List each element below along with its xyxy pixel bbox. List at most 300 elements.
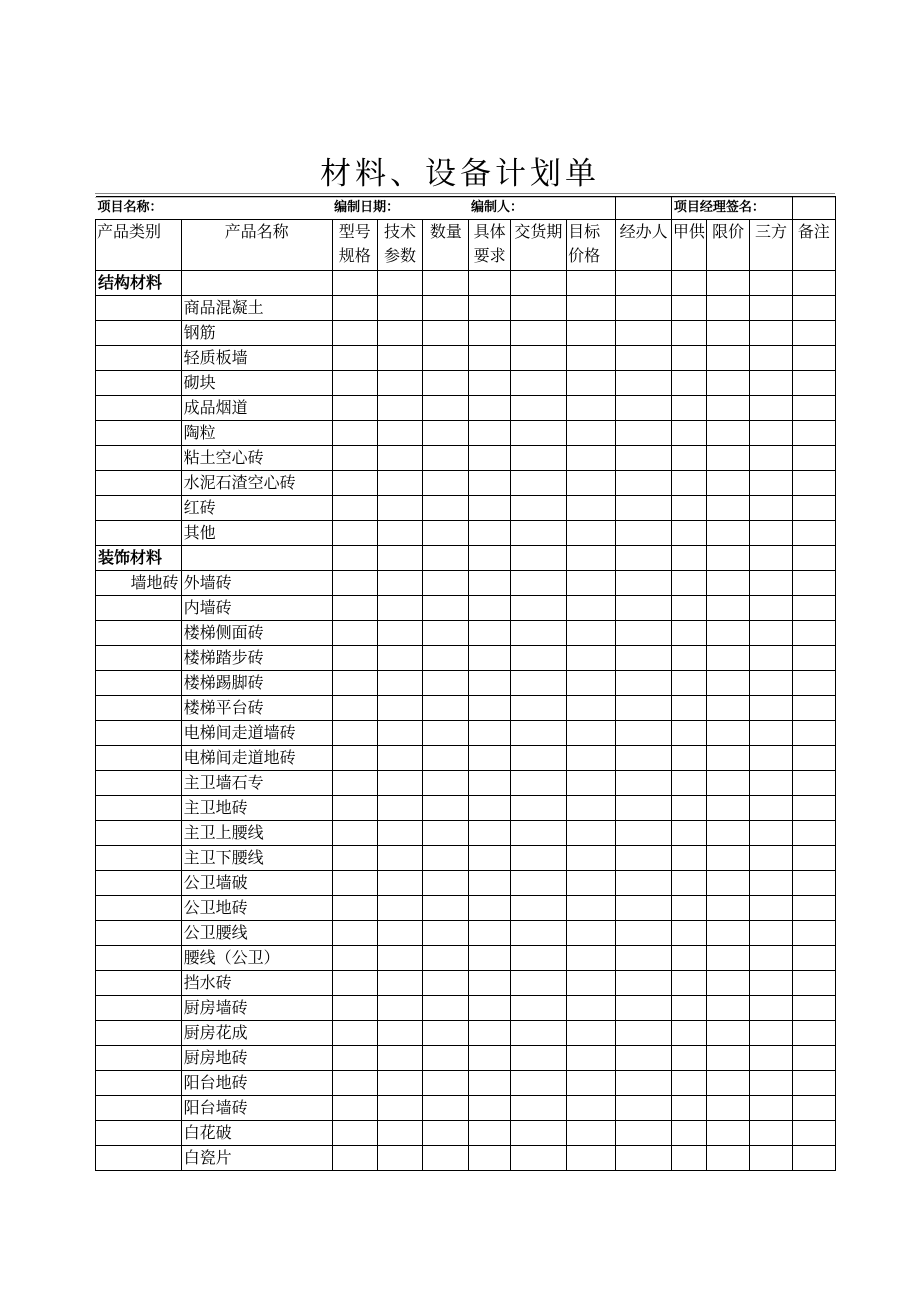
empty-cell[interactable]: [750, 1096, 792, 1121]
empty-cell[interactable]: [567, 1121, 616, 1146]
empty-cell[interactable]: [469, 1046, 510, 1071]
empty-cell[interactable]: [377, 921, 422, 946]
empty-cell[interactable]: [616, 821, 671, 846]
empty-cell[interactable]: [671, 771, 706, 796]
empty-cell[interactable]: [671, 946, 706, 971]
empty-cell[interactable]: [750, 596, 792, 621]
empty-cell[interactable]: [671, 1021, 706, 1046]
empty-cell[interactable]: [671, 446, 706, 471]
empty-cell[interactable]: [792, 696, 835, 721]
empty-cell[interactable]: [510, 346, 566, 371]
empty-cell[interactable]: [96, 996, 182, 1021]
empty-cell[interactable]: [96, 971, 182, 996]
empty-cell[interactable]: [510, 321, 566, 346]
empty-cell[interactable]: [792, 1071, 835, 1096]
empty-cell[interactable]: [567, 871, 616, 896]
empty-cell[interactable]: [377, 496, 422, 521]
empty-cell[interactable]: [671, 571, 706, 596]
empty-cell[interactable]: [332, 871, 377, 896]
empty-cell[interactable]: [332, 521, 377, 546]
empty-cell[interactable]: [750, 721, 792, 746]
empty-cell[interactable]: [332, 621, 377, 646]
empty-cell[interactable]: [377, 271, 422, 296]
empty-cell[interactable]: [332, 846, 377, 871]
empty-cell[interactable]: [750, 421, 792, 446]
empty-cell[interactable]: [423, 671, 469, 696]
empty-cell[interactable]: [469, 346, 510, 371]
empty-cell[interactable]: [792, 671, 835, 696]
empty-cell[interactable]: [671, 1146, 706, 1171]
empty-cell[interactable]: [423, 496, 469, 521]
empty-cell[interactable]: [616, 1021, 671, 1046]
empty-cell[interactable]: [707, 746, 750, 771]
empty-cell[interactable]: [616, 871, 671, 896]
empty-cell[interactable]: [671, 871, 706, 896]
empty-cell[interactable]: [616, 346, 671, 371]
empty-cell[interactable]: [671, 746, 706, 771]
empty-cell[interactable]: [707, 296, 750, 321]
empty-cell[interactable]: [510, 371, 566, 396]
empty-cell[interactable]: [423, 421, 469, 446]
empty-cell[interactable]: [792, 321, 835, 346]
empty-cell[interactable]: [750, 671, 792, 696]
empty-cell[interactable]: [567, 1146, 616, 1171]
empty-cell[interactable]: [792, 846, 835, 871]
empty-cell[interactable]: [423, 996, 469, 1021]
empty-cell[interactable]: [567, 1021, 616, 1046]
empty-cell[interactable]: [469, 521, 510, 546]
empty-cell[interactable]: [750, 496, 792, 521]
empty-cell[interactable]: [792, 346, 835, 371]
empty-cell[interactable]: [616, 971, 671, 996]
empty-cell[interactable]: [707, 521, 750, 546]
empty-cell[interactable]: [96, 321, 182, 346]
empty-cell[interactable]: [792, 1146, 835, 1171]
empty-cell[interactable]: [469, 371, 510, 396]
empty-cell[interactable]: [567, 671, 616, 696]
empty-cell[interactable]: [671, 596, 706, 621]
empty-cell[interactable]: [750, 946, 792, 971]
empty-cell[interactable]: [510, 1046, 566, 1071]
empty-cell[interactable]: [423, 346, 469, 371]
empty-cell[interactable]: [510, 571, 566, 596]
empty-cell[interactable]: [671, 296, 706, 321]
empty-cell[interactable]: [423, 1146, 469, 1171]
empty-cell[interactable]: [510, 621, 566, 646]
empty-cell[interactable]: [567, 271, 616, 296]
empty-cell[interactable]: [469, 796, 510, 821]
empty-cell[interactable]: [792, 546, 835, 571]
empty-cell[interactable]: [469, 696, 510, 721]
empty-cell[interactable]: [671, 846, 706, 871]
empty-cell[interactable]: [671, 1046, 706, 1071]
empty-cell[interactable]: [423, 1046, 469, 1071]
empty-cell[interactable]: [423, 321, 469, 346]
empty-cell[interactable]: [332, 646, 377, 671]
empty-cell[interactable]: [377, 546, 422, 571]
empty-cell[interactable]: [332, 1096, 377, 1121]
empty-cell[interactable]: [567, 421, 616, 446]
empty-cell[interactable]: [423, 1121, 469, 1146]
empty-cell[interactable]: [616, 321, 671, 346]
empty-cell[interactable]: [567, 821, 616, 846]
empty-cell[interactable]: [750, 1071, 792, 1096]
empty-cell[interactable]: [792, 996, 835, 1021]
empty-cell[interactable]: [792, 571, 835, 596]
empty-cell[interactable]: [792, 896, 835, 921]
empty-cell[interactable]: [423, 896, 469, 921]
empty-cell[interactable]: [332, 671, 377, 696]
empty-cell[interactable]: [750, 696, 792, 721]
empty-cell[interactable]: [423, 821, 469, 846]
empty-cell[interactable]: [96, 521, 182, 546]
empty-cell[interactable]: [332, 571, 377, 596]
empty-cell[interactable]: [567, 796, 616, 821]
empty-cell[interactable]: [510, 671, 566, 696]
empty-cell[interactable]: [377, 1121, 422, 1146]
empty-cell[interactable]: [423, 296, 469, 321]
empty-cell[interactable]: [377, 821, 422, 846]
empty-cell[interactable]: [750, 296, 792, 321]
empty-cell[interactable]: [671, 621, 706, 646]
empty-cell[interactable]: [671, 521, 706, 546]
empty-cell[interactable]: [181, 271, 332, 296]
empty-cell[interactable]: [377, 1046, 422, 1071]
empty-cell[interactable]: [423, 771, 469, 796]
empty-cell[interactable]: [707, 546, 750, 571]
empty-cell[interactable]: [377, 996, 422, 1021]
empty-cell[interactable]: [469, 596, 510, 621]
empty-cell[interactable]: [792, 821, 835, 846]
empty-cell[interactable]: [377, 621, 422, 646]
empty-cell[interactable]: [332, 596, 377, 621]
empty-cell[interactable]: [96, 796, 182, 821]
empty-cell[interactable]: [750, 646, 792, 671]
empty-cell[interactable]: [423, 546, 469, 571]
empty-cell[interactable]: [616, 1121, 671, 1146]
empty-cell[interactable]: [616, 1146, 671, 1171]
empty-cell[interactable]: [707, 321, 750, 346]
empty-cell[interactable]: [423, 746, 469, 771]
empty-cell[interactable]: [469, 721, 510, 746]
empty-cell[interactable]: [96, 621, 182, 646]
empty-cell[interactable]: [707, 721, 750, 746]
empty-cell[interactable]: [377, 1096, 422, 1121]
empty-cell[interactable]: [96, 671, 182, 696]
empty-cell[interactable]: [510, 821, 566, 846]
empty-cell[interactable]: [792, 1046, 835, 1071]
empty-cell[interactable]: [423, 1071, 469, 1096]
empty-cell[interactable]: [181, 546, 332, 571]
empty-cell[interactable]: [616, 1096, 671, 1121]
empty-cell[interactable]: [510, 521, 566, 546]
empty-cell[interactable]: [469, 871, 510, 896]
empty-cell[interactable]: [377, 446, 422, 471]
empty-cell[interactable]: [616, 696, 671, 721]
empty-cell[interactable]: [567, 571, 616, 596]
empty-cell[interactable]: [510, 996, 566, 1021]
empty-cell[interactable]: [750, 1046, 792, 1071]
empty-cell[interactable]: [567, 1096, 616, 1121]
empty-cell[interactable]: [567, 471, 616, 496]
empty-cell[interactable]: [616, 921, 671, 946]
empty-cell[interactable]: [96, 946, 182, 971]
empty-cell[interactable]: [469, 1021, 510, 1046]
empty-cell[interactable]: [671, 646, 706, 671]
empty-cell[interactable]: [616, 746, 671, 771]
empty-cell[interactable]: [469, 1096, 510, 1121]
empty-cell[interactable]: [377, 746, 422, 771]
empty-cell[interactable]: [567, 721, 616, 746]
empty-cell[interactable]: [510, 646, 566, 671]
empty-cell[interactable]: [96, 1096, 182, 1121]
empty-cell[interactable]: [332, 1121, 377, 1146]
empty-cell[interactable]: [567, 921, 616, 946]
empty-cell[interactable]: [707, 1146, 750, 1171]
empty-cell[interactable]: [707, 846, 750, 871]
empty-cell[interactable]: [423, 1021, 469, 1046]
empty-cell[interactable]: [616, 1046, 671, 1071]
empty-cell[interactable]: [469, 746, 510, 771]
empty-cell[interactable]: [469, 846, 510, 871]
empty-cell[interactable]: [96, 746, 182, 771]
empty-cell[interactable]: [707, 1096, 750, 1121]
empty-cell[interactable]: [469, 471, 510, 496]
empty-cell[interactable]: [377, 671, 422, 696]
empty-cell[interactable]: [332, 1021, 377, 1046]
empty-cell[interactable]: [616, 571, 671, 596]
empty-cell[interactable]: [510, 696, 566, 721]
empty-cell[interactable]: [377, 896, 422, 921]
empty-cell[interactable]: [792, 946, 835, 971]
empty-cell[interactable]: [750, 271, 792, 296]
empty-cell[interactable]: [707, 1046, 750, 1071]
empty-cell[interactable]: [750, 971, 792, 996]
empty-cell[interactable]: [567, 946, 616, 971]
empty-cell[interactable]: [510, 1021, 566, 1046]
empty-cell[interactable]: [469, 946, 510, 971]
empty-cell[interactable]: [792, 371, 835, 396]
empty-cell[interactable]: [96, 421, 182, 446]
empty-cell[interactable]: [469, 421, 510, 446]
empty-cell[interactable]: [332, 371, 377, 396]
empty-cell[interactable]: [792, 1096, 835, 1121]
empty-cell[interactable]: [423, 596, 469, 621]
empty-cell[interactable]: [96, 771, 182, 796]
empty-cell[interactable]: [792, 596, 835, 621]
empty-cell[interactable]: [671, 496, 706, 521]
empty-cell[interactable]: [616, 646, 671, 671]
empty-cell[interactable]: [707, 1021, 750, 1046]
empty-cell[interactable]: [96, 1021, 182, 1046]
empty-cell[interactable]: [671, 471, 706, 496]
empty-cell[interactable]: [96, 396, 182, 421]
empty-cell[interactable]: [96, 821, 182, 846]
empty-cell[interactable]: [510, 771, 566, 796]
empty-cell[interactable]: [510, 1121, 566, 1146]
empty-cell[interactable]: [469, 996, 510, 1021]
empty-cell[interactable]: [567, 746, 616, 771]
empty-cell[interactable]: [96, 846, 182, 871]
empty-cell[interactable]: [567, 646, 616, 671]
empty-cell[interactable]: [792, 1021, 835, 1046]
empty-cell[interactable]: [510, 1071, 566, 1096]
empty-cell[interactable]: [469, 646, 510, 671]
empty-cell[interactable]: [792, 1121, 835, 1146]
empty-cell[interactable]: [469, 321, 510, 346]
empty-cell[interactable]: [792, 646, 835, 671]
empty-cell[interactable]: [469, 1146, 510, 1171]
empty-cell[interactable]: [423, 921, 469, 946]
empty-cell[interactable]: [469, 1071, 510, 1096]
empty-cell[interactable]: [423, 796, 469, 821]
empty-cell[interactable]: [332, 696, 377, 721]
empty-cell[interactable]: [567, 446, 616, 471]
empty-cell[interactable]: [332, 471, 377, 496]
empty-cell[interactable]: [707, 946, 750, 971]
empty-cell[interactable]: [332, 921, 377, 946]
empty-cell[interactable]: [750, 396, 792, 421]
empty-cell[interactable]: [567, 296, 616, 321]
empty-cell[interactable]: [671, 546, 706, 571]
empty-cell[interactable]: [510, 946, 566, 971]
empty-cell[interactable]: [469, 271, 510, 296]
empty-cell[interactable]: [96, 296, 182, 321]
empty-cell[interactable]: [423, 521, 469, 546]
empty-cell[interactable]: [332, 971, 377, 996]
empty-cell[interactable]: [750, 521, 792, 546]
empty-cell[interactable]: [423, 946, 469, 971]
empty-cell[interactable]: [707, 871, 750, 896]
empty-cell[interactable]: [96, 696, 182, 721]
empty-cell[interactable]: [792, 621, 835, 646]
empty-cell[interactable]: [377, 1071, 422, 1096]
empty-cell[interactable]: [616, 421, 671, 446]
empty-cell[interactable]: [750, 1121, 792, 1146]
empty-cell[interactable]: [96, 346, 182, 371]
empty-cell[interactable]: [510, 271, 566, 296]
empty-cell[interactable]: [96, 646, 182, 671]
empty-cell[interactable]: [469, 771, 510, 796]
empty-cell[interactable]: [469, 921, 510, 946]
empty-cell[interactable]: [377, 971, 422, 996]
empty-cell[interactable]: [510, 296, 566, 321]
empty-cell[interactable]: [707, 771, 750, 796]
empty-cell[interactable]: [671, 721, 706, 746]
empty-cell[interactable]: [567, 346, 616, 371]
empty-cell[interactable]: [377, 1021, 422, 1046]
empty-cell[interactable]: [671, 371, 706, 396]
empty-cell[interactable]: [96, 596, 182, 621]
empty-cell[interactable]: [792, 521, 835, 546]
empty-cell[interactable]: [616, 671, 671, 696]
empty-cell[interactable]: [377, 796, 422, 821]
empty-cell[interactable]: [671, 671, 706, 696]
empty-cell[interactable]: [567, 896, 616, 921]
empty-cell[interactable]: [96, 1121, 182, 1146]
empty-cell[interactable]: [671, 921, 706, 946]
empty-cell[interactable]: [616, 721, 671, 746]
empty-cell[interactable]: [707, 821, 750, 846]
empty-cell[interactable]: [671, 321, 706, 346]
empty-cell[interactable]: [510, 871, 566, 896]
empty-cell[interactable]: [423, 871, 469, 896]
empty-cell[interactable]: [332, 1046, 377, 1071]
empty-cell[interactable]: [750, 871, 792, 896]
empty-cell[interactable]: [616, 796, 671, 821]
empty-cell[interactable]: [707, 496, 750, 521]
empty-cell[interactable]: [423, 696, 469, 721]
empty-cell[interactable]: [707, 671, 750, 696]
empty-cell[interactable]: [377, 571, 422, 596]
empty-cell[interactable]: [332, 446, 377, 471]
empty-cell[interactable]: [510, 746, 566, 771]
empty-cell[interactable]: [567, 621, 616, 646]
empty-cell[interactable]: [750, 371, 792, 396]
empty-cell[interactable]: [332, 771, 377, 796]
empty-cell[interactable]: [377, 846, 422, 871]
empty-cell[interactable]: [792, 471, 835, 496]
empty-cell[interactable]: [96, 371, 182, 396]
empty-cell[interactable]: [750, 746, 792, 771]
empty-cell[interactable]: [792, 271, 835, 296]
empty-cell[interactable]: [377, 771, 422, 796]
empty-cell[interactable]: [792, 971, 835, 996]
empty-cell[interactable]: [616, 396, 671, 421]
empty-cell[interactable]: [377, 421, 422, 446]
empty-cell[interactable]: [707, 1071, 750, 1096]
empty-cell[interactable]: [616, 846, 671, 871]
empty-cell[interactable]: [750, 846, 792, 871]
empty-cell[interactable]: [469, 571, 510, 596]
empty-cell[interactable]: [750, 1021, 792, 1046]
empty-cell[interactable]: [750, 896, 792, 921]
empty-cell[interactable]: [671, 971, 706, 996]
empty-cell[interactable]: [707, 696, 750, 721]
empty-cell[interactable]: [469, 671, 510, 696]
empty-cell[interactable]: [792, 746, 835, 771]
empty-cell[interactable]: [510, 896, 566, 921]
empty-cell[interactable]: [750, 546, 792, 571]
empty-cell[interactable]: [707, 1121, 750, 1146]
empty-cell[interactable]: [750, 346, 792, 371]
empty-cell[interactable]: [792, 721, 835, 746]
empty-cell[interactable]: [510, 921, 566, 946]
empty-cell[interactable]: [96, 921, 182, 946]
empty-cell[interactable]: [377, 321, 422, 346]
empty-cell[interactable]: [707, 421, 750, 446]
empty-cell[interactable]: [707, 971, 750, 996]
empty-cell[interactable]: [567, 321, 616, 346]
empty-cell[interactable]: [469, 396, 510, 421]
empty-cell[interactable]: [616, 446, 671, 471]
empty-cell[interactable]: [750, 771, 792, 796]
empty-cell[interactable]: [567, 396, 616, 421]
empty-cell[interactable]: [567, 371, 616, 396]
empty-cell[interactable]: [707, 596, 750, 621]
empty-cell[interactable]: [96, 496, 182, 521]
empty-cell[interactable]: [671, 1096, 706, 1121]
empty-cell[interactable]: [567, 846, 616, 871]
empty-cell[interactable]: [671, 821, 706, 846]
empty-cell[interactable]: [96, 896, 182, 921]
empty-cell[interactable]: [96, 446, 182, 471]
empty-cell[interactable]: [469, 971, 510, 996]
empty-cell[interactable]: [423, 371, 469, 396]
empty-cell[interactable]: [616, 996, 671, 1021]
empty-cell[interactable]: [792, 771, 835, 796]
empty-cell[interactable]: [567, 971, 616, 996]
